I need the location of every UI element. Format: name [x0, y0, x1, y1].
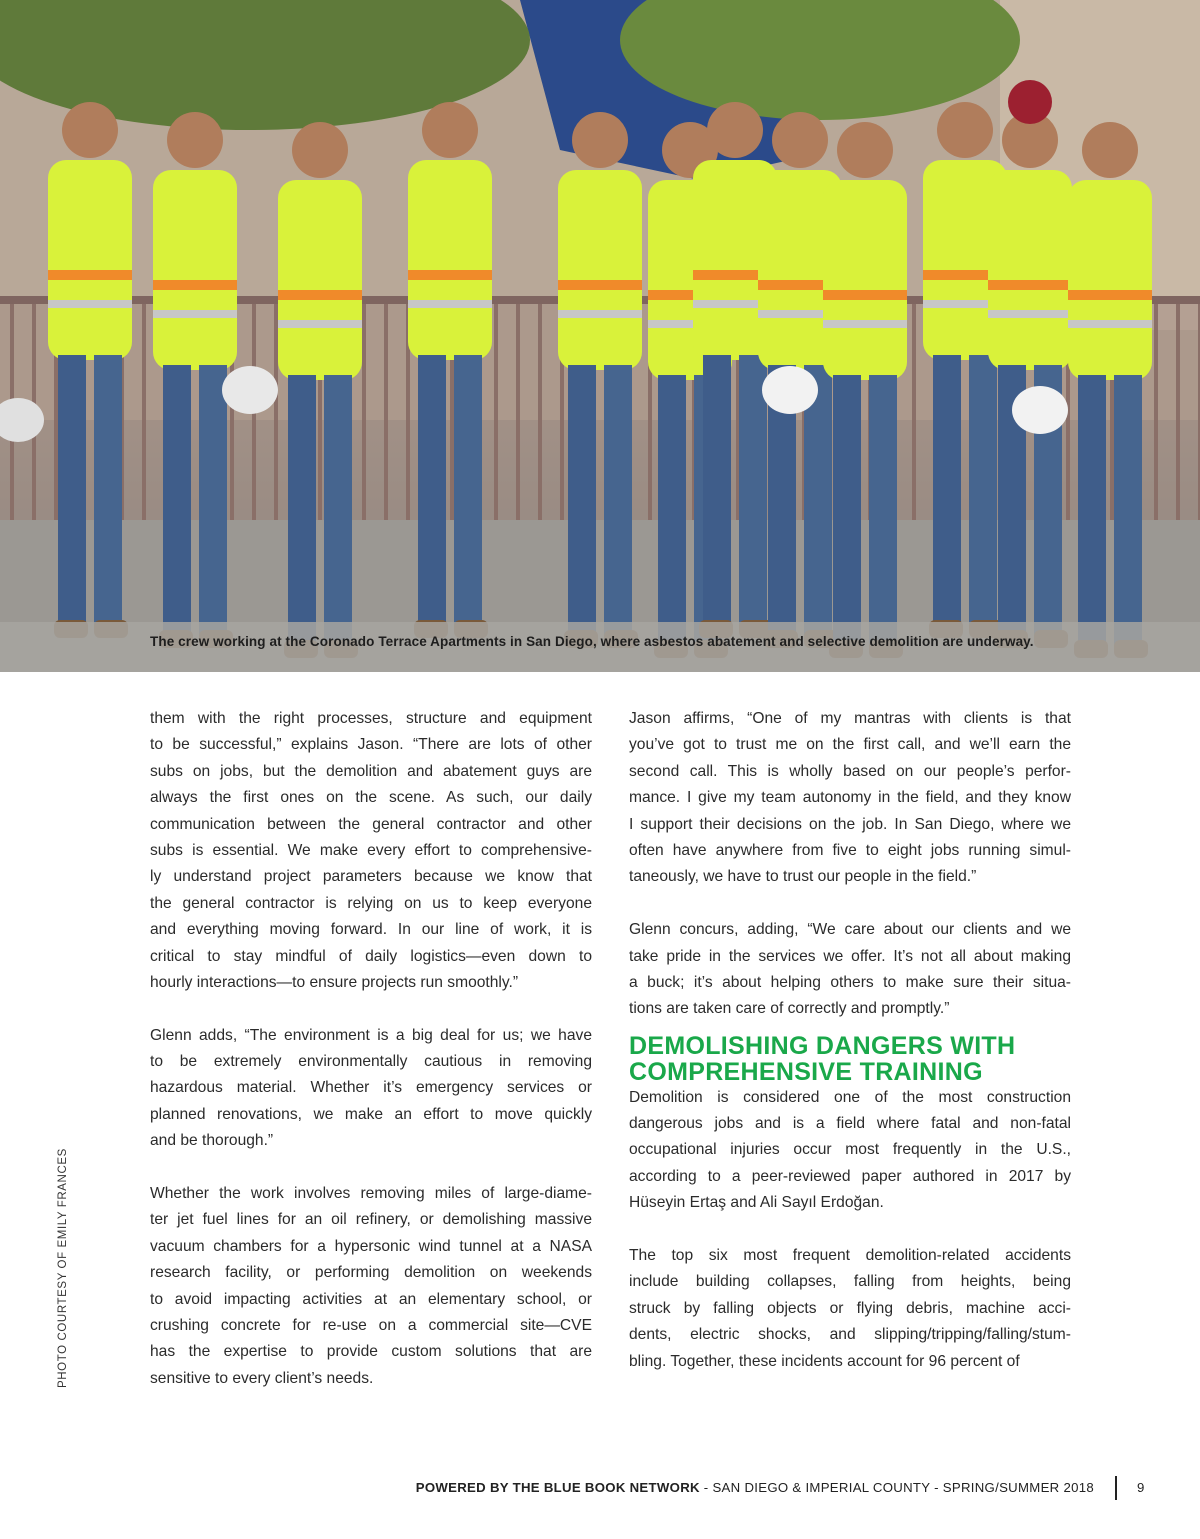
worker-vest [48, 160, 132, 360]
text-line: research facility, or performing demolition on weekends [150, 1264, 592, 1282]
hard-hat [222, 366, 278, 414]
crew-illustration [0, 0, 1200, 672]
text-line: to be extremely environmentally cautious in removing [150, 1053, 592, 1071]
text-line: and be thorough.” [150, 1132, 274, 1150]
crew-photo [0, 0, 1200, 672]
worker-leg [703, 355, 731, 625]
text-line: to avoid impacting activities at an elementary school, or [150, 1290, 592, 1308]
text-line: always the first ones on the scene. As such, our daily [150, 789, 592, 807]
fence-bar [1176, 300, 1180, 530]
page-footer [416, 1480, 1094, 1495]
worker-leg [833, 375, 861, 645]
footer-brand: POWERED BY THE BLUE BOOK NETWORK [415, 1480, 700, 1495]
text-line: crushing concrete for re-use on a commercial site—CVE [150, 1316, 592, 1334]
worker-head [167, 112, 223, 168]
text-line: and everything moving forward. In our line of work, it is [150, 921, 592, 939]
text-line: include building collapses, falling from heights, being [629, 1273, 1071, 1291]
worker-leg [163, 365, 191, 635]
red-beanie [1008, 80, 1052, 124]
worker-vest [988, 170, 1072, 370]
photo-credit: PHOTO COURTESY OF EMILY FRANCES [57, 1148, 69, 1388]
vest-reflector [278, 320, 362, 328]
vest-reflector [48, 300, 132, 308]
text-line: vacuum chambers for a hypersonic wind tunnel at a NASA [150, 1237, 592, 1255]
text-line: second call. This is wholly based on our people’s perfor- [629, 762, 1071, 780]
fence-bar [516, 300, 520, 530]
text-line: ter jet fuel lines for an oil refinery, or demolishing massive [150, 1211, 592, 1229]
text-line: Glenn concurs, adding, “We care about our clients and we [629, 921, 1071, 939]
fence-bar [362, 300, 366, 530]
text-line: subs is essential. We make every effort to comprehensive- [150, 841, 592, 859]
vest-reflector [988, 310, 1072, 318]
heading-line: DEMOLISHING DANGERS WITH [629, 1031, 1016, 1060]
worker-head [937, 102, 993, 158]
paragraph [629, 706, 1071, 891]
text-line: bling. Together, these incidents account for 96 percent of [629, 1352, 1020, 1370]
text-line: Hüseyin Ertaş and Ali Sayıl Erdoğan. [629, 1194, 884, 1212]
fence-bar [274, 300, 278, 530]
worker-leg [288, 375, 316, 645]
worker-vest [408, 160, 492, 360]
text-line: you’ve got to trust me on the first call, and we’ll earn the [629, 736, 1071, 754]
text-line: sensitive to every client’s needs. [150, 1369, 374, 1387]
worker-leg [568, 365, 596, 635]
heading-line: COMPREHENSIVE TRAINING [629, 1057, 983, 1086]
vest-stripe [1068, 290, 1152, 300]
fence-bar [1154, 300, 1158, 530]
worker-leg [1078, 375, 1106, 645]
text-line: hourly interactions—to ensure projects run smoothly.” [150, 973, 519, 991]
vest-stripe [823, 290, 907, 300]
vest-reflector [823, 320, 907, 328]
vest-stripe [988, 280, 1072, 290]
worker-head [707, 102, 763, 158]
text-line: Whether the work involves removing miles of large-diame- [150, 1185, 592, 1203]
worker-leg [94, 355, 122, 625]
vest-stripe [408, 270, 492, 280]
text-line: mance. I give my team autonomy in the field, and they know [629, 789, 1071, 807]
vest-stripe [558, 280, 642, 290]
worker-leg [933, 355, 961, 625]
worker-leg [869, 375, 897, 645]
vest-reflector [1068, 320, 1152, 328]
text-line: subs on jobs, but the demolition and abatement guys are [150, 762, 592, 780]
paragraph [150, 706, 592, 996]
fence-bar [142, 300, 146, 530]
hard-hat [762, 366, 818, 414]
worker-head [292, 122, 348, 178]
vest-reflector [408, 300, 492, 308]
worker-head [572, 112, 628, 168]
worker-vest [558, 170, 642, 370]
right-column [629, 706, 1071, 1401]
text-line: hazardous material. Whether it’s emergency services or [150, 1079, 592, 1097]
text-line: Glenn adds, “The environment is a big deal for us; we have [150, 1026, 592, 1044]
text-line: ly understand project parameters because we know that [150, 868, 592, 886]
text-line: Jason affirms, “One of my mantras with clients is that [629, 710, 1071, 727]
photo-caption: The crew working at the Coronado Terrace Apartments in San Diego, where asbestos abatement and selective demolition are underway. [150, 634, 1034, 649]
text-line: take pride in the services we offer. It’s not all about making [629, 947, 1071, 965]
paragraph [150, 1023, 592, 1155]
vest-stripe [48, 270, 132, 280]
text-line: to be successful,” explains Jason. “There are lots of other [150, 736, 592, 754]
paragraph [629, 1085, 1071, 1217]
worker-vest [823, 180, 907, 380]
text-line: The top six most frequent demolition-related accidents [629, 1247, 1071, 1265]
hard-hat [1012, 386, 1068, 434]
vest-reflector [153, 310, 237, 318]
worker-head [62, 102, 118, 158]
page-number: 9 [1137, 1480, 1145, 1495]
paragraph [629, 1243, 1071, 1375]
text-line: tions are taken care of correctly and promptly.” [629, 1000, 950, 1018]
text-line: the general contractor is relying on us to keep everyone [150, 894, 592, 912]
text-line: struck by falling objects or flying debris, machine acci- [629, 1299, 1071, 1317]
text-line: occupational injuries occur most frequently in the U.S., [629, 1141, 1071, 1159]
footer-issue: - SAN DIEGO & IMPERIAL COUNTY - SPRING/SUMMER 2018 [699, 1480, 1094, 1495]
text-line: communication between the general contractor and other [150, 815, 592, 833]
worker-leg [58, 355, 86, 625]
fence-bar [538, 300, 542, 530]
worker-head [422, 102, 478, 158]
fence-bar [252, 300, 256, 530]
text-line: dangerous jobs and is a field where fatal and non-fatal [629, 1115, 1071, 1133]
text-line: according to a peer-reviewed paper authored in 2017 by [629, 1167, 1071, 1185]
worker-leg [604, 365, 632, 635]
worker-leg [1114, 375, 1142, 645]
vest-stripe [153, 280, 237, 290]
paragraph [150, 1181, 592, 1392]
fence-bar [494, 300, 498, 530]
worker-leg [658, 375, 686, 645]
worker-head [837, 122, 893, 178]
text-line: I support their decisions on the job. In San Diego, where we [629, 815, 1071, 833]
text-line: critical to stay mindful of daily logistics—even down to [150, 947, 592, 965]
text-line: Demolition is considered one of the most construction [629, 1088, 1071, 1106]
worker-leg [324, 375, 352, 645]
worker-leg [199, 365, 227, 635]
left-column [150, 706, 592, 1419]
text-line: taneously, we have to trust our people in the field.” [629, 868, 977, 886]
worker-vest [1068, 180, 1152, 380]
vest-reflector [558, 310, 642, 318]
worker-leg [418, 355, 446, 625]
footer-divider [1115, 1476, 1117, 1500]
worker-leg [969, 355, 997, 625]
section-heading [629, 1033, 1071, 1085]
text-line: often have anywhere from five to eight jobs running simul- [629, 841, 1071, 859]
text-line: them with the right processes, structure and equipment [150, 710, 592, 727]
fence-bar [912, 300, 916, 530]
text-line: dents, electric shocks, and slipping/tripping/falling/stum- [629, 1326, 1071, 1344]
text-line: has the expertise to provide custom solutions that are [150, 1343, 592, 1361]
worker-leg [454, 355, 482, 625]
paragraph [629, 917, 1071, 1023]
text-line: planned renovations, we make an effort to move quickly [150, 1105, 592, 1123]
fence-bar [384, 300, 388, 530]
worker-head [772, 112, 828, 168]
worker-head [1082, 122, 1138, 178]
worker-vest [153, 170, 237, 370]
worker-vest [278, 180, 362, 380]
text-line: a buck; it’s about helping others to make sure their situa- [629, 973, 1071, 991]
vest-stripe [278, 290, 362, 300]
